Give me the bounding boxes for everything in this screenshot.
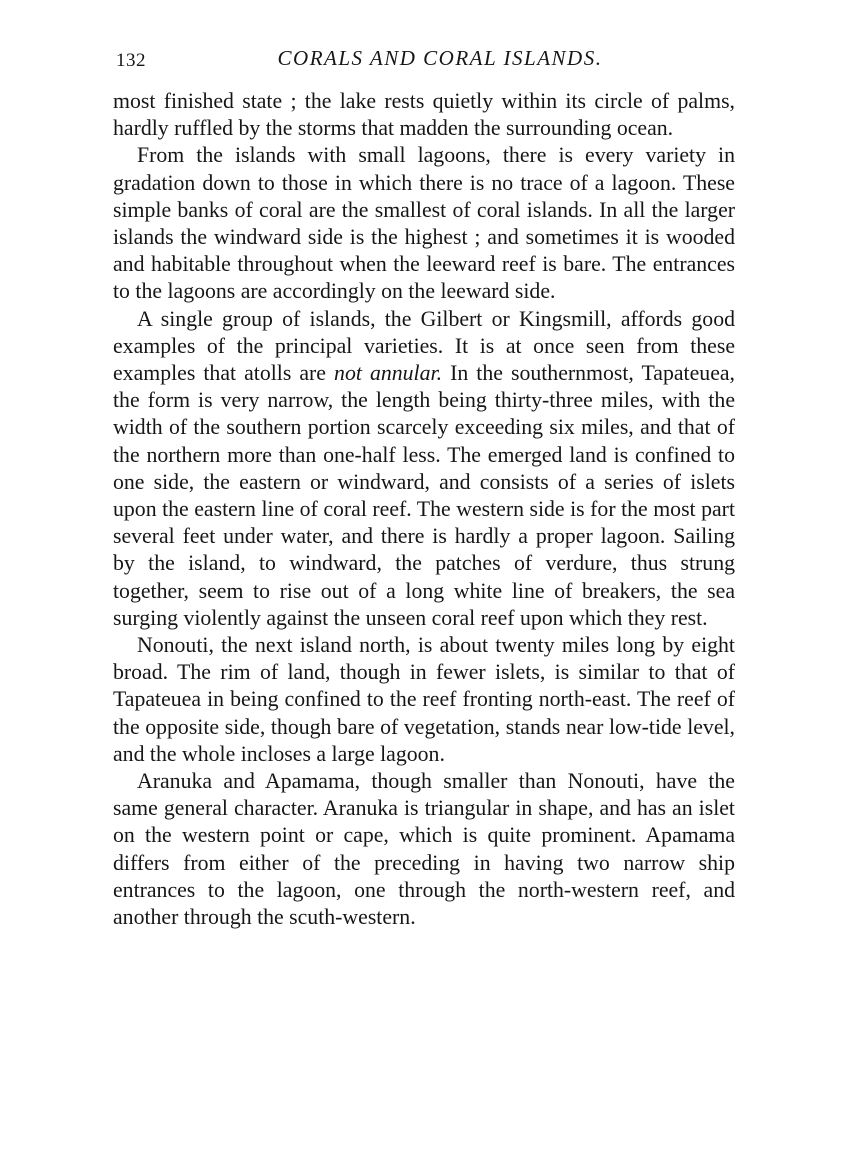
paragraph-island-gradation: From the islands with small lagoons, there is every variety in gradation down to those in which there is no trace of a lagoon. These simple banks of coral are the smallest of coral islands. In all the larger islands the windward side is the highest ; and sometimes it is wooded and habitable throughout when the leeward reef is bare. The entrances to the lagoons are accordingly on the leeward side. <box>113 143 735 304</box>
running-head <box>110 44 750 74</box>
page-number: 132 <box>116 50 146 71</box>
emphasis-not-annular: not annular. <box>334 361 443 386</box>
paragraph-lake-continued: most finished state ; the lake rests quietly within its circle of palms, hardly ruffled by the storms that madden the surrounding ocean. <box>113 89 735 141</box>
paragraph-aranuka-apamama: Aranuka and Apamama, though smaller than Nonouti, have the same general character. Aranuka is triangular in shape, and has an islet on the western point or cape, which is quite prominent. Apamama differs from either of the preceding in having two narrow ship entrances to the lagoon, one through the north-western reef, and another through the scuth-western. <box>113 769 735 930</box>
running-title: CORALS AND CORAL ISLANDS. <box>277 46 603 70</box>
paragraph-gilbert-group <box>113 306 735 632</box>
paragraph-text-before-emphasis: A single group of islands, the Gilbert or Kingsmill, affords good examples of the principal varieties. It is at once seen from these examples that atolls are <box>113 306 735 386</box>
paragraph-nonouti: Nonouti, the next island north, is about twenty miles long by eight broad. The rim of land, though in fewer islets, is similar to that of Tapateuea in being confined to the reef fronting north-east. The reef of the opposite side, though bare of vegetation, stands near low-tide level, and the whole incloses a large lagoon. <box>113 633 735 766</box>
paragraph-text-after-emphasis: In the southernmost, Tapateuea, the form is very narrow, the length being thirty-three miles, with the width of the southern portion scarcely exceeding six miles, and that of the northern more than one-half less. The emerged land is confined to one side, the eastern or windward, and consists of a series of islets upon the eastern line of coral reef. The western side is for the most part several feet under water, and there is hardly a proper lagoon. Sailing by the island, to windward, the patches of verdure, thus strung together, seem to rise out of a long white line of breakers, the sea surging violently against the unseen coral reef upon which they rest. <box>113 361 735 630</box>
body-text <box>113 88 735 931</box>
